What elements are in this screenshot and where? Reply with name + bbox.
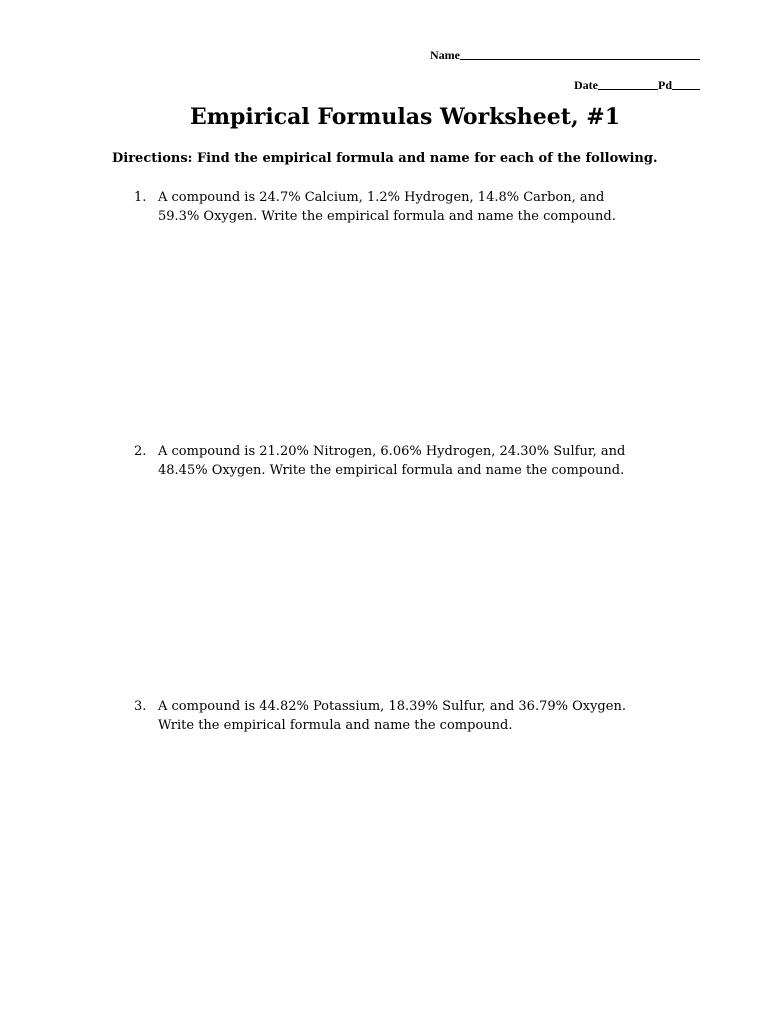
question-number: 3. xyxy=(134,699,147,714)
question-line: Write the empirical formula and name the compound. xyxy=(158,718,513,733)
question-line: A compound is 24.7% Calcium, 1.2% Hydrogen, 14.8% Carbon, and xyxy=(158,190,605,205)
question-line: A compound is 21.20% Nitrogen, 6.06% Hydrogen, 24.30% Sulfur, and xyxy=(158,444,626,459)
question-line: A compound is 44.82% Potassium, 18.39% Sulfur, and 36.79% Oxygen. xyxy=(158,699,626,714)
question-item xyxy=(134,697,714,735)
date-period-field-row xyxy=(430,76,700,92)
directions-text: Directions: Find the empirical formula and name for each of the following. xyxy=(112,151,658,166)
period-label: Pd xyxy=(657,78,672,92)
name-blank-line[interactable] xyxy=(460,47,700,60)
question-line: 59.3% Oxygen. Write the empirical formula and name the compound. xyxy=(158,209,616,224)
worksheet-title: Empirical Formulas Worksheet, #1 xyxy=(189,104,621,130)
date-label: Date xyxy=(573,78,598,92)
date-blank-line[interactable] xyxy=(598,77,658,90)
student-info-fields xyxy=(430,46,700,92)
name-field-row xyxy=(430,46,700,62)
name-label: Name xyxy=(430,48,460,62)
question-text xyxy=(158,188,714,226)
question-text xyxy=(158,442,714,480)
question-line: 48.45% Oxygen. Write the empirical formula and name the compound. xyxy=(158,463,625,478)
period-blank-line[interactable] xyxy=(672,77,700,90)
question-text xyxy=(158,697,714,735)
question-number: 2. xyxy=(134,444,147,459)
question-number: 1. xyxy=(134,190,147,205)
question-item xyxy=(134,442,714,480)
question-item xyxy=(134,188,714,226)
